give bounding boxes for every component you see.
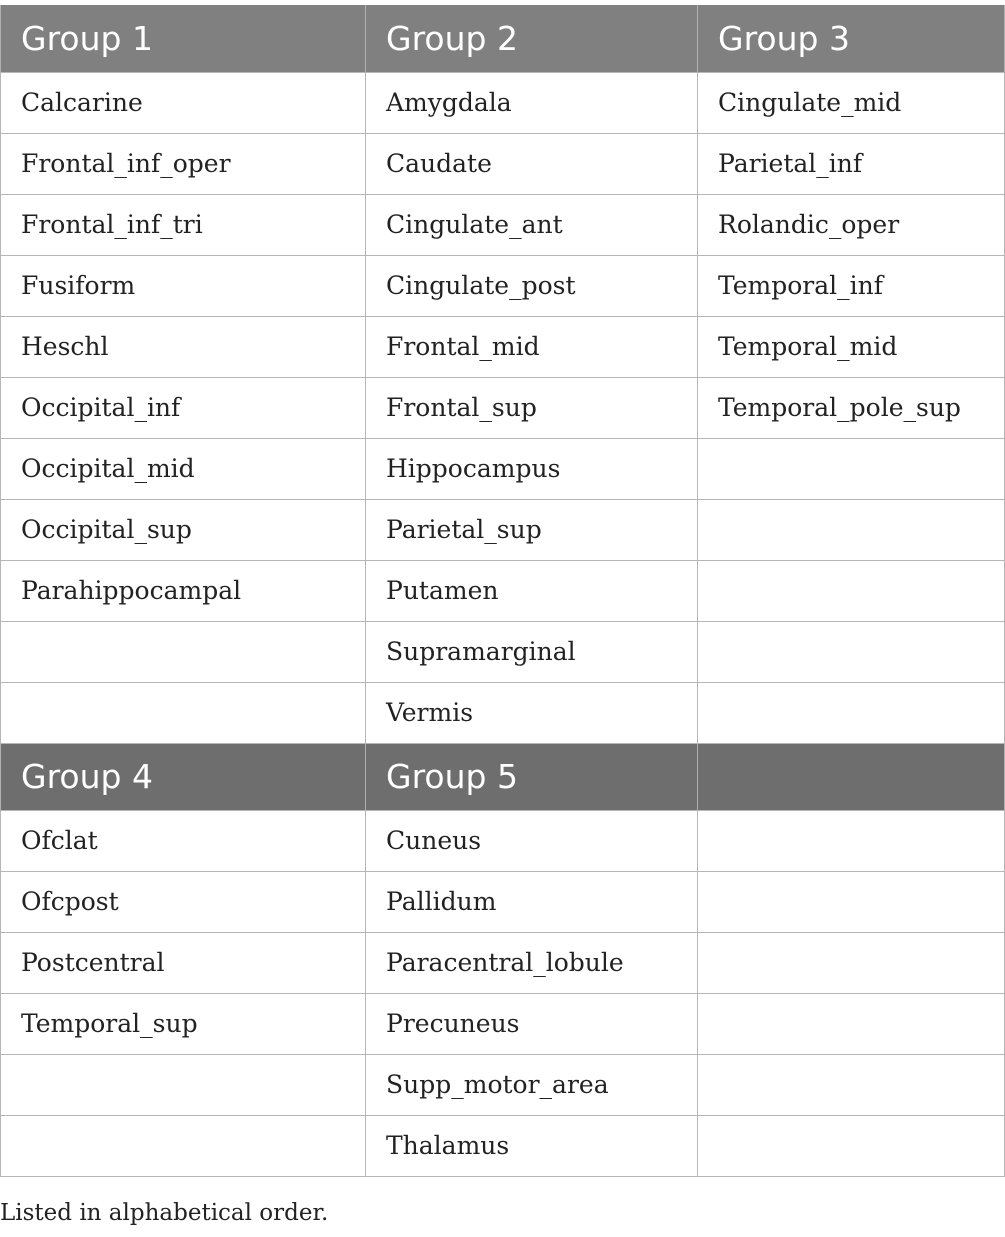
table-cell	[1, 1115, 366, 1176]
table-cell	[698, 1054, 1005, 1115]
table-cell	[698, 438, 1005, 499]
table-row	[1, 133, 1005, 194]
table-cell: Occipital_mid	[1, 438, 366, 499]
table-cell: Vermis	[366, 682, 698, 743]
header-group-1: Group 1	[1, 5, 366, 72]
table-cell: Thalamus	[366, 1115, 698, 1176]
table-cell: Frontal_inf_oper	[1, 133, 366, 194]
header-group-3: Group 3	[698, 5, 1005, 72]
table-cell: Temporal_pole_sup	[698, 377, 1005, 438]
table-cell: Parietal_inf	[698, 133, 1005, 194]
table-row	[1, 621, 1005, 682]
table-cell	[1, 621, 366, 682]
table-cell: Amygdala	[366, 72, 698, 133]
table-row	[1, 316, 1005, 377]
table-cell: Paracentral_lobule	[366, 932, 698, 993]
table-cell	[698, 682, 1005, 743]
table-cell: Temporal_mid	[698, 316, 1005, 377]
table-row	[1, 993, 1005, 1054]
table-cell: Ofcpost	[1, 871, 366, 932]
table-cell: Hippocampus	[366, 438, 698, 499]
table-row	[1, 1115, 1005, 1176]
table-cell	[1, 682, 366, 743]
table-row	[1, 1054, 1005, 1115]
table-cell: Cingulate_post	[366, 255, 698, 316]
table-cell: Temporal_inf	[698, 255, 1005, 316]
table-cell	[698, 1115, 1005, 1176]
table-row	[1, 682, 1005, 743]
table-cell: Cingulate_mid	[698, 72, 1005, 133]
table-row	[1, 72, 1005, 133]
table-cell: Occipital_inf	[1, 377, 366, 438]
table-cell	[698, 871, 1005, 932]
table-row	[1, 255, 1005, 316]
group-header-row	[1, 743, 1005, 810]
header-row	[1, 5, 1005, 72]
table-footnote: Listed in alphabetical order.	[0, 1200, 329, 1226]
table-row	[1, 377, 1005, 438]
table-row	[1, 871, 1005, 932]
table-cell: Frontal_inf_tri	[1, 194, 366, 255]
table-cell: Cuneus	[366, 810, 698, 871]
table-cell: Rolandic_oper	[698, 194, 1005, 255]
table-cell	[698, 621, 1005, 682]
header-group-5: Group 5	[366, 743, 698, 810]
table-cell: Parahippocampal	[1, 560, 366, 621]
table-row	[1, 932, 1005, 993]
table-row	[1, 560, 1005, 621]
table-cell	[698, 810, 1005, 871]
table-cell: Temporal_sup	[1, 993, 366, 1054]
table-cell: Supramarginal	[366, 621, 698, 682]
header-group-2: Group 2	[366, 5, 698, 72]
table-row	[1, 438, 1005, 499]
table-row	[1, 194, 1005, 255]
groups-table	[0, 5, 1005, 1177]
table-cell: Ofclat	[1, 810, 366, 871]
table-cell	[698, 560, 1005, 621]
table-cell: Pallidum	[366, 871, 698, 932]
table-cell: Precuneus	[366, 993, 698, 1054]
table-cell: Parietal_sup	[366, 499, 698, 560]
table-cell: Fusiform	[1, 255, 366, 316]
table-cell: Heschl	[1, 316, 366, 377]
table-cell: Supp_motor_area	[366, 1054, 698, 1115]
table-cell: Caudate	[366, 133, 698, 194]
table-cell: Putamen	[366, 560, 698, 621]
header-group-4: Group 4	[1, 743, 366, 810]
header-empty	[698, 743, 1005, 810]
table-cell	[698, 932, 1005, 993]
table-cell	[698, 993, 1005, 1054]
table-cell: Occipital_sup	[1, 499, 366, 560]
table-cell	[1, 1054, 366, 1115]
table-cell: Frontal_sup	[366, 377, 698, 438]
table-cell	[698, 499, 1005, 560]
table-cell: Cingulate_ant	[366, 194, 698, 255]
table-cell: Postcentral	[1, 932, 366, 993]
table-row	[1, 499, 1005, 560]
table-cell: Frontal_mid	[366, 316, 698, 377]
table-cell: Calcarine	[1, 72, 366, 133]
table-row	[1, 810, 1005, 871]
